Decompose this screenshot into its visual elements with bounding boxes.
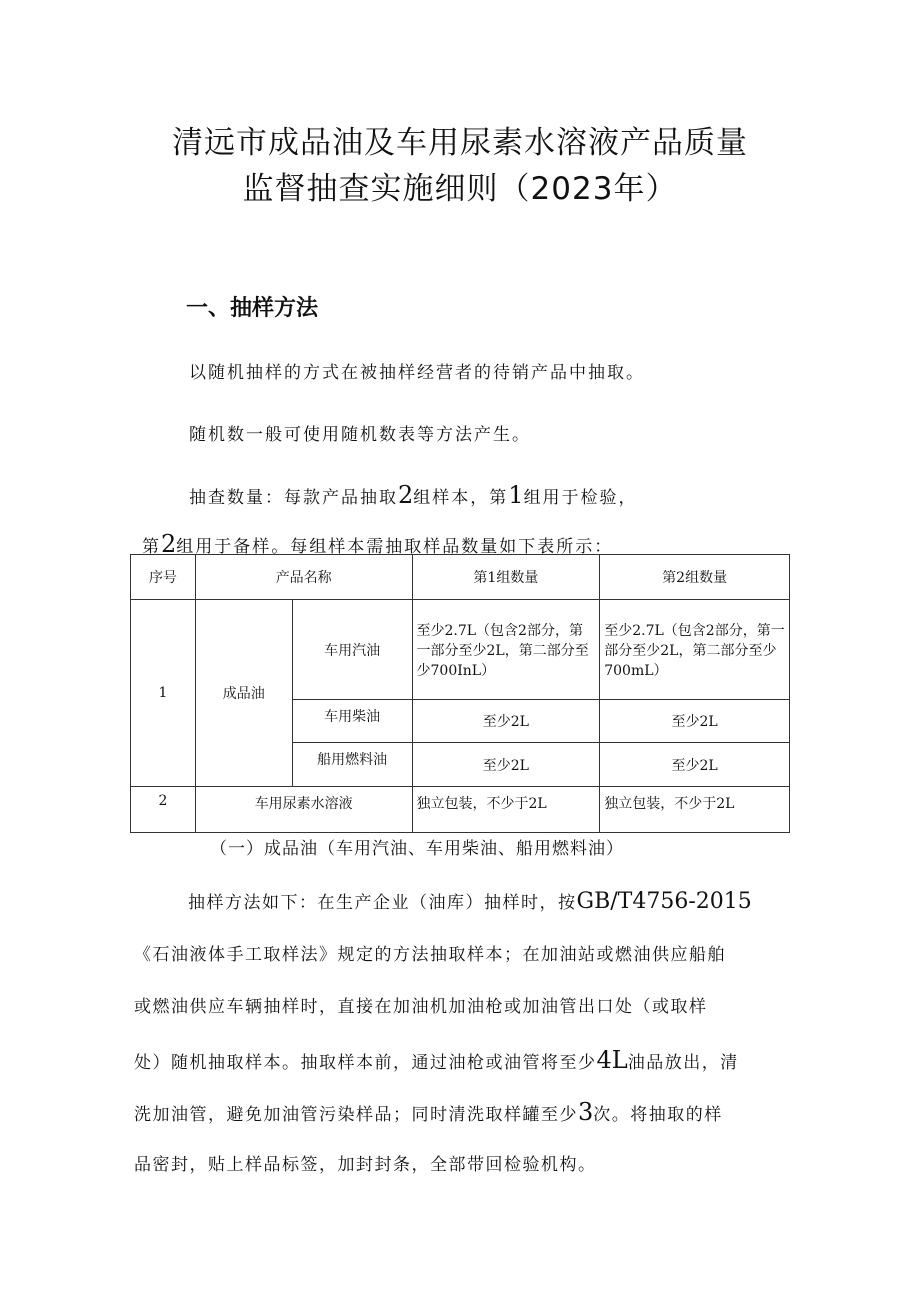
text: 组用于备样。每组样本需抽取样品数量如下表所示： <box>176 537 614 557</box>
section-heading: 一、抽样方法 <box>186 296 319 321</box>
paragraph-random-sampling: 以随机抽样的方式在被抽样经营者的待销产品中抽取。 <box>189 363 645 383</box>
row-number: 1 <box>131 600 196 787</box>
sampling-method-paragraph <box>134 886 794 1201</box>
header-cell: 第1组数量 <box>412 555 600 600</box>
text: 组样本，第 <box>413 488 509 508</box>
text: 抽样方法如下：在生产企业（油库）抽样时，按 <box>188 893 577 913</box>
number: 1 <box>508 481 524 509</box>
paragraph-random-numbers: 随机数一般可使用随机数表等方法产生。 <box>189 425 531 445</box>
quantity-cell: 独立包装，不少于2L <box>412 787 600 833</box>
header-cell: 序号 <box>131 555 196 600</box>
product-name: 车用尿素水溶液 <box>195 787 412 833</box>
table-row <box>131 600 790 700</box>
subsection-heading: （一）成品油（车用汽油、车用柴油、船用燃料油） <box>210 839 624 859</box>
number: 2 <box>161 530 177 558</box>
product-name: 车用柴油 <box>292 700 412 743</box>
document-title-line-2: 监督抽查实施细则（2023年） <box>242 171 678 207</box>
product-category: 成品油 <box>195 600 292 787</box>
table-header-row <box>131 555 790 600</box>
text: 第 <box>142 537 161 557</box>
product-name: 船用燃料油 <box>292 743 412 787</box>
quantity-cell: 至少2L <box>600 743 790 787</box>
quantity-cell: 至少2.7L（包含2部分，第一部分至少2L，第二部分至少700mL） <box>600 600 790 700</box>
paragraph-sample-quantity <box>189 481 638 509</box>
text-line <box>134 886 794 939</box>
document-title-line-1: 清远市成品油及车用尿素水溶液产品质量 <box>172 125 748 161</box>
number: 2 <box>398 481 414 509</box>
header-cell: 产品名称 <box>195 555 412 600</box>
quantity-cell: 至少2L <box>412 700 600 743</box>
text-line <box>134 1096 794 1149</box>
text: 洗加油管，避免加油管污染样品；同时清洗取样罐至少 <box>134 1105 578 1125</box>
quantity-cell: 至少2L <box>600 700 790 743</box>
row-number: 2 <box>131 787 196 833</box>
text-line: 品密封，贴上样品标签，加封封条，全部带回检验机构。 <box>134 1154 597 1175</box>
number: 3 <box>578 1098 594 1126</box>
table-row <box>131 787 790 833</box>
text-line <box>134 1044 794 1097</box>
text-line: 或燃油供应车辆抽样时，直接在加油机加油枪或加油管出口处（或取样 <box>134 997 708 1017</box>
quantity-cell: 至少2.7L（包含2部分，第一部分至少2L，第二部分至少700InL） <box>412 600 600 700</box>
standard-code: GB/T4756-2015 <box>576 889 752 914</box>
sample-quantity-table <box>130 554 790 833</box>
text: 组用于检验， <box>523 488 638 508</box>
text: 油品放出，清 <box>627 1052 739 1073</box>
text: 处）随机抽取样本。抽取样本前，通过油枪或油管将至少 <box>134 1052 597 1073</box>
quantity-cell: 至少2L <box>412 743 600 787</box>
product-name: 车用汽油 <box>292 600 412 700</box>
text: 次。将抽取的样 <box>593 1105 723 1125</box>
header-cell: 第2组数量 <box>600 555 790 600</box>
text: 抽查数量：每款产品抽取 <box>189 488 398 508</box>
text-line: 《石油液体手工取样法》规定的方法抽取样本；在加油站或燃油供应船舶 <box>134 944 726 965</box>
number: 4L <box>596 1045 628 1074</box>
quantity-cell: 独立包装，不少于2L <box>600 787 790 833</box>
